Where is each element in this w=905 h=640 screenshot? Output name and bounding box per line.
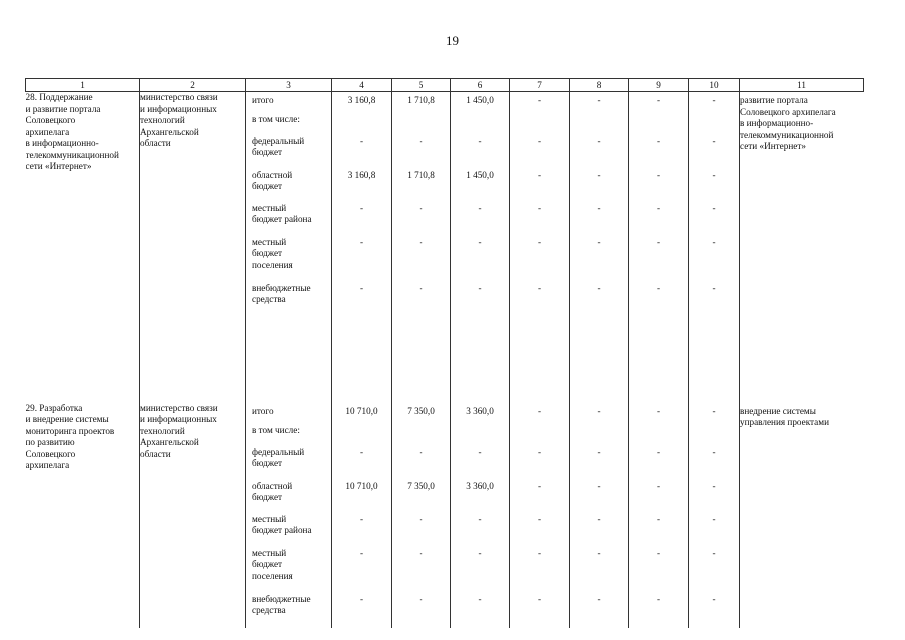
executor-line: Архангельской [140,126,199,137]
value-cell: 1 710,8 [392,170,451,203]
value-cell: - [629,403,689,425]
value-cell: - [451,447,510,481]
activity-line: и развитие портала [25,103,101,114]
result-line: сети «Интернет» [740,141,806,151]
funding-source-label: областной [252,169,293,180]
value-cell: - [332,514,392,548]
funding-source-label: бюджет [252,492,283,502]
value-cell: - [689,92,740,114]
executor-line: области [140,138,171,148]
value-cell: - [629,283,689,317]
column-header: 8 [570,79,629,92]
funding-source-label: средства [252,605,286,615]
value-cell: - [629,514,689,548]
result-line: телекоммуникационной [740,129,834,140]
value-cell: - [510,170,570,203]
column-header: 5 [392,79,451,92]
value-cell: 7 350,0 [392,481,451,514]
value-cell: - [629,170,689,203]
executor-cell [140,403,246,628]
funding-source-label: внебюджетные [252,593,311,604]
value-cell: - [689,403,740,425]
activity-line: по развитию [25,437,75,447]
value-cell: - [570,481,629,514]
value-cell: - [332,283,392,317]
header-row [26,79,864,92]
value-cell: - [570,403,629,425]
value-cell [451,425,510,447]
value-cell: - [392,203,451,237]
funding-source-cell [246,136,332,170]
funding-source-label: местный [252,547,287,558]
value-cell: - [510,403,570,425]
executor-line: министерство связи [140,402,218,413]
funding-source-label: внебюджетные [252,282,311,293]
value-cell: - [689,136,740,170]
funding-source-cell [246,203,332,237]
funding-source-label: федеральный [252,446,305,457]
executor-line: области [140,448,171,459]
value-cell: - [570,237,629,283]
value-cell: - [570,136,629,170]
funding-source-label: бюджет района [252,214,312,224]
funding-source-label: федеральный [252,135,305,146]
value-cell: - [392,514,451,548]
column-header: 2 [140,79,246,92]
value-cell: - [392,283,451,317]
value-cell: - [392,136,451,170]
activity-cell [26,403,140,628]
spacer-cell [629,317,689,403]
funding-source-label: в том числе: [252,424,300,435]
funding-source-cell [246,283,332,317]
funding-source-cell [246,114,332,136]
funding-source-label: местный [252,202,287,213]
value-cell: - [451,283,510,317]
value-cell: - [689,170,740,203]
funding-source-label: бюджет района [252,525,312,535]
activity-line: сети «Интернет» [25,161,92,171]
activity-line: архипелага [25,460,70,470]
value-cell: - [570,514,629,548]
value-cell [689,425,740,447]
result-line: развитие портала [740,95,808,105]
funding-source-cell [246,594,332,628]
funding-source-label: поселения [252,259,293,270]
funding-source-label: в том числе: [252,113,300,124]
value-cell: - [510,92,570,114]
value-cell [392,425,451,447]
column-header: 4 [332,79,392,92]
value-cell [629,114,689,136]
value-cell: 7 350,0 [392,403,451,425]
value-cell: - [629,237,689,283]
value-cell: - [510,481,570,514]
value-cell: - [510,447,570,481]
value-cell: - [629,481,689,514]
funding-source-cell [246,481,332,514]
spacer-cell [740,317,864,403]
value-cell: 1 710,8 [392,92,451,114]
value-cell: - [510,237,570,283]
value-cell: - [332,136,392,170]
spacer-cell [510,317,570,403]
spacer-cell [451,317,510,403]
funding-source-cell [246,425,332,447]
spacer-cell [26,317,140,403]
value-cell: - [689,594,740,628]
funding-source-cell [246,237,332,283]
funding-source-label: местный [252,236,287,247]
value-cell: - [570,283,629,317]
value-cell [332,114,392,136]
value-cell: - [629,548,689,594]
value-cell: - [510,514,570,548]
funding-source-label: итого [252,95,274,105]
value-cell: 3 360,0 [451,403,510,425]
value-cell: - [451,594,510,628]
column-header: 11 [740,79,864,92]
funding-source-label: бюджет [252,248,283,258]
funding-source-cell [246,447,332,481]
value-cell: - [629,594,689,628]
value-cell: - [451,548,510,594]
value-cell: - [332,548,392,594]
spacer-cell [570,317,629,403]
spacer-cell [689,317,740,403]
column-header: 9 [629,79,689,92]
value-cell: - [332,447,392,481]
spacer-cell [140,317,246,403]
result-line: внедрение системы [740,405,816,416]
value-cell: 1 450,0 [451,92,510,114]
value-cell: - [510,548,570,594]
value-cell: - [332,203,392,237]
activity-line: 29. Разработка [25,402,83,413]
funding-source-cell [246,514,332,548]
spacer-cell [392,317,451,403]
activity-line: Соловецкого [25,448,76,459]
activity-line: мониторинга проектов [25,425,115,436]
value-cell: - [689,481,740,514]
value-cell: - [392,594,451,628]
column-header: 3 [246,79,332,92]
funding-source-label: итого [252,405,274,416]
result-cell [740,403,864,628]
value-cell: - [570,447,629,481]
value-cell [570,425,629,447]
value-cell: - [451,514,510,548]
funding-source-cell [246,170,332,203]
row-spacer [26,317,864,403]
value-cell [629,425,689,447]
funding-source-label: бюджет [252,458,283,468]
value-cell: 3 160,8 [332,92,392,114]
activity-line: архипелага [25,126,70,137]
value-cell: - [689,283,740,317]
column-header: 7 [510,79,570,92]
value-cell: - [629,447,689,481]
value-cell: - [451,237,510,283]
value-cell: - [332,594,392,628]
funding-source-label: местный [252,513,287,524]
funding-source-label: средства [252,294,286,304]
executor-cell [140,92,246,317]
activity-line: в информационно- [25,138,99,148]
executor-line: Архангельской [140,437,199,447]
value-cell: - [570,594,629,628]
value-cell: - [689,514,740,548]
result-cell [740,92,864,317]
activity-line: и внедрение системы [25,414,109,424]
value-cell: - [451,136,510,170]
funding-source-label: областной [252,480,293,491]
value-cell: - [570,548,629,594]
spacer-cell [332,317,392,403]
value-cell: - [510,203,570,237]
program-table [25,78,864,628]
funding-source-cell [246,548,332,594]
value-cell: - [510,594,570,628]
result-line: управления проектами [740,417,829,427]
value-cell: - [689,447,740,481]
activity-line: Соловецкого [25,115,76,125]
funding-source-label: бюджет [252,559,283,569]
result-line: Соловецкого архипелага [740,106,836,117]
value-cell [510,425,570,447]
column-header: 6 [451,79,510,92]
value-cell: - [689,203,740,237]
funding-source-label: бюджет [252,147,283,157]
value-cell: - [689,237,740,283]
value-cell: 10 710,0 [332,481,392,514]
value-cell: - [332,237,392,283]
result-line: в информационно- [740,118,814,128]
value-cell [392,114,451,136]
value-cell: - [570,170,629,203]
table-row [26,92,864,114]
value-cell: 3 360,0 [451,481,510,514]
column-header: 1 [26,79,140,92]
spacer-cell [246,317,332,403]
value-cell: 3 160,8 [332,170,392,203]
table-row [26,403,864,425]
value-cell [689,114,740,136]
value-cell: - [451,203,510,237]
funding-source-cell [246,403,332,425]
value-cell: - [629,136,689,170]
value-cell: - [570,92,629,114]
value-cell: - [629,92,689,114]
activity-line: телекоммуникационной [25,149,119,160]
value-cell: - [392,237,451,283]
value-cell: 10 710,0 [332,403,392,425]
executor-line: министерство связи [140,92,218,102]
activity-line: 28. Поддержание [25,92,93,102]
executor-line: и информационных [140,414,217,424]
value-cell: - [510,136,570,170]
value-cell [332,425,392,447]
value-cell [570,114,629,136]
executor-line: и информационных [140,103,217,114]
column-header: 10 [689,79,740,92]
value-cell [451,114,510,136]
funding-source-cell [246,92,332,114]
value-cell: - [629,203,689,237]
activity-cell [26,92,140,317]
value-cell: - [510,283,570,317]
value-cell: - [570,203,629,237]
funding-source-label: бюджет [252,181,283,191]
page-number: 19 [446,33,459,48]
executor-line: технологий [140,115,185,125]
value-cell: - [392,447,451,481]
value-cell [510,114,570,136]
executor-line: технологий [140,425,185,436]
funding-source-label: поселения [252,570,293,581]
value-cell: - [689,548,740,594]
value-cell: 1 450,0 [451,170,510,203]
value-cell: - [392,548,451,594]
